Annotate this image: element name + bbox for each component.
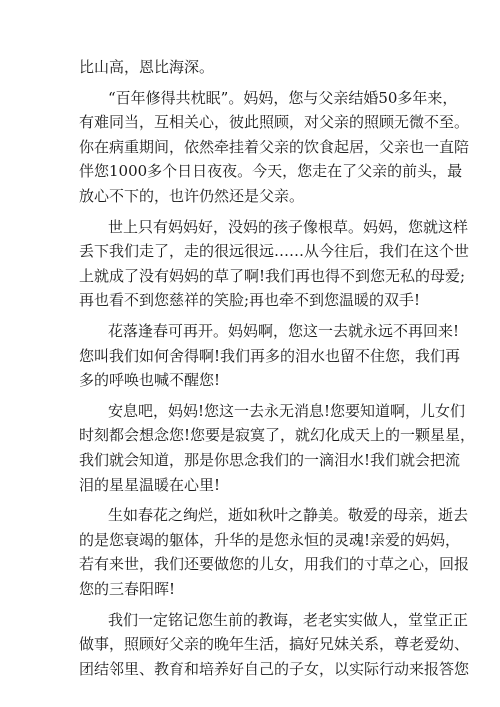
text-line: 您的三春阳晖! [79, 580, 176, 598]
text-line: 伴您1000多个日日夜夜。今天，您走在了父亲的前头，最 [79, 162, 463, 181]
text-line: 做事，照顾好父亲的晚年生活，搞好兄妹关系，尊老爱幼、 [79, 635, 470, 654]
text-line: 若有来世，我们还要做您的儿女，用我们的寸草之心，回报 [79, 555, 470, 574]
text-line: 时刻都会想念您!您要是寂寞了，就幻化成天上的一颗星星， [79, 426, 476, 445]
text-line: 比山高，恩比海深。 [79, 58, 215, 76]
text-line: 放心不下的，也许仍然还是父亲。 [79, 187, 305, 205]
text-line: 你在病重期间，依然牵挂着父亲的饮食起居，父亲也一直陪 [79, 137, 470, 156]
text-line: 我们就会知道，那是你思念我们的一滴泪水!我们就会把流 [79, 451, 461, 469]
text-line: 上就成了没有妈妈的草了啊!我们再也得不到您无私的母爱; [79, 266, 466, 285]
text-line: 团结邻里、教育和培养好自己的子女，以实际行动来报答您 [79, 659, 470, 678]
text-line: 再也看不到您慈祥的笑脸;再也牵不到您温暖的双手! [79, 291, 421, 310]
text-line: 安息吧，妈妈!您这一去永无消息!您要知道啊，儿女们 [108, 401, 466, 420]
text-line: 有难同当，互相关心，彼此照顾，对父亲的照顾无微不至。 [79, 113, 470, 132]
text-line: 我们一定铭记您生前的教诲，老老实实做人，堂堂正正 [108, 610, 469, 629]
text-line: 花落逢春可再开。妈妈啊，您这一去就永远不再回来! [108, 322, 460, 340]
text-line: 多的呼唤也喊不醒您! [79, 371, 221, 390]
text-line: 丢下我们走了，走的很远很远……从今往后，我们在这个世 [79, 242, 470, 261]
text-line: 世上只有妈妈好，没妈的孩子像根草。妈妈，您就这样 [108, 217, 469, 236]
text-line: “百年修得共枕眠”。妈妈，您与父亲结婚50多年来， [108, 88, 458, 107]
text-line: 您叫我们如何舍得啊!我们再多的泪水也留不住您，我们再 [79, 346, 461, 365]
text-line: 的是您衰竭的躯体，升华的是您永恒的灵魂!亲爱的妈妈， [79, 530, 461, 549]
text-line: 泪的星星温暖在心里! [79, 475, 221, 494]
text-line: 生如春花之绚烂，逝如秋叶之静美。敬爱的母亲，逝去 [108, 506, 469, 525]
